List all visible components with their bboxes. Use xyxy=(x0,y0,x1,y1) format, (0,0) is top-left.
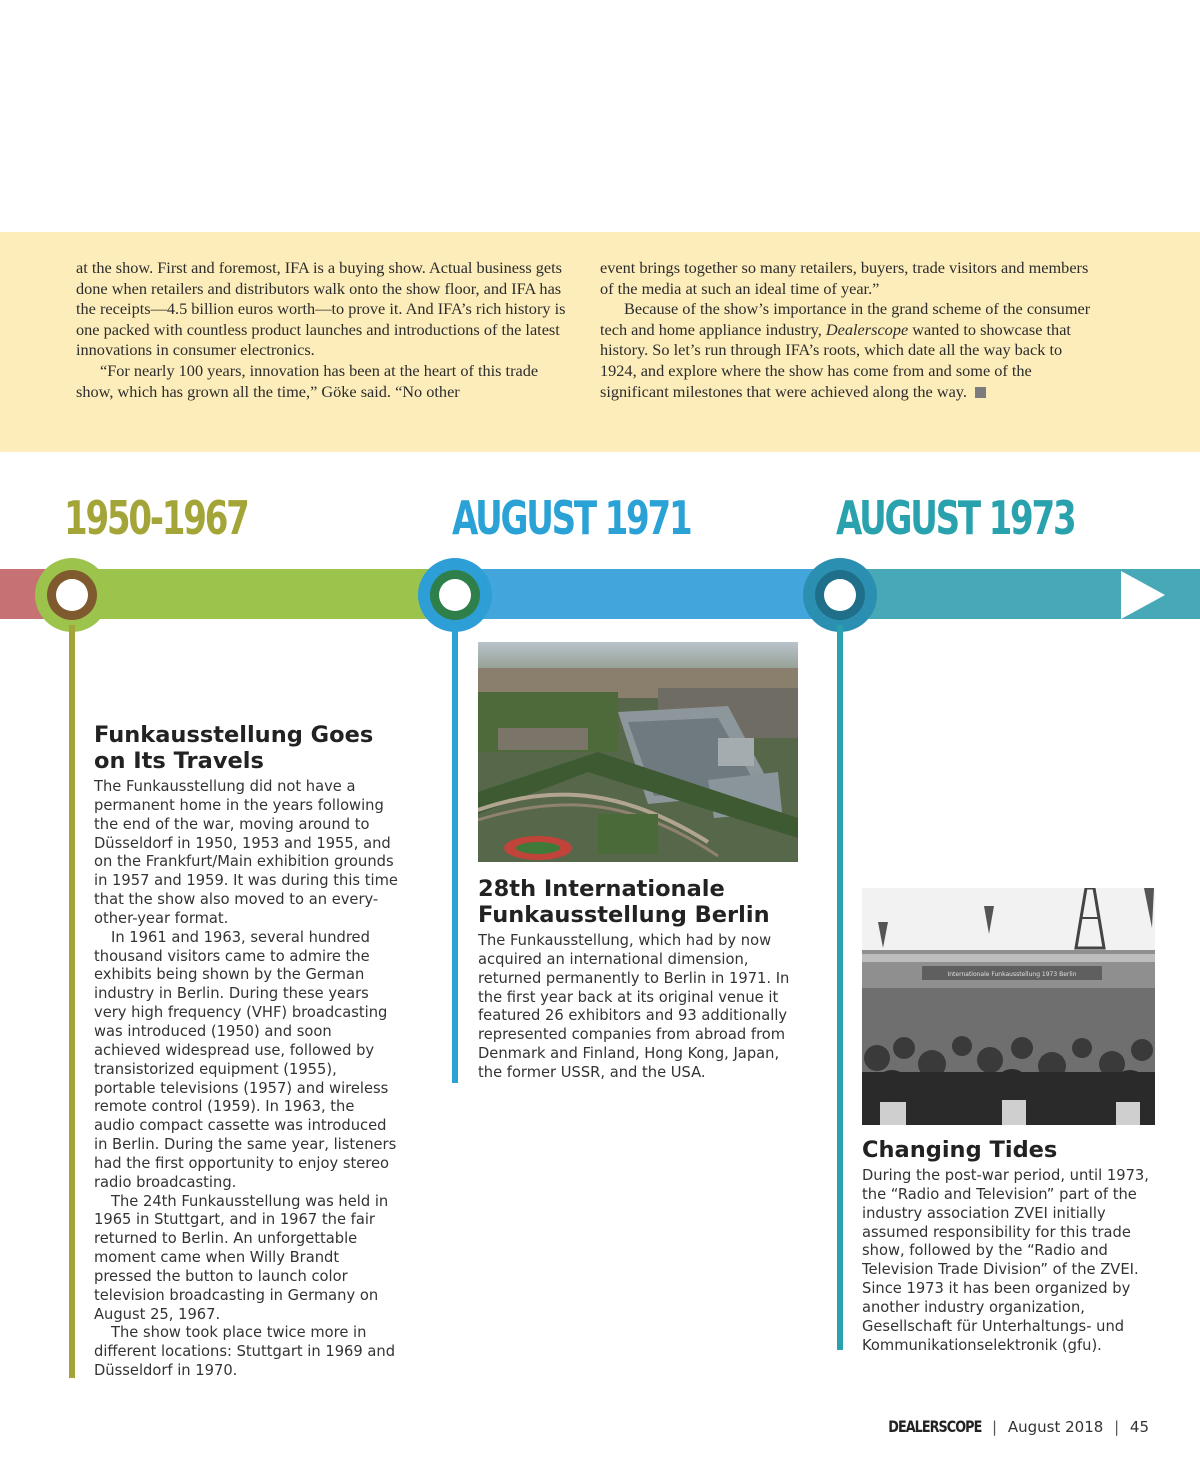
section-title-travels xyxy=(94,722,414,774)
section-paragraph: The 24th Funkausstellung was held in 1965 in Stuttgart, and in 1967 the fair returned to Berlin. An unforgettable moment came when Willy Brandt pressed the button to launch color television broadcasting in Germany on August 25, 1967. xyxy=(94,1192,389,1323)
timeline-connector xyxy=(69,625,75,1378)
intro-column-right xyxy=(600,258,1100,402)
end-mark-icon xyxy=(975,387,986,398)
era-label-1950-1967: 1950-1967 xyxy=(64,491,248,545)
intro-paragraph xyxy=(600,299,1100,402)
publication-name: Dealerscope xyxy=(825,319,909,339)
timeline-node-icon xyxy=(803,558,877,632)
section-paragraph: In 1961 and 1963, several hundred thousand visitors came to admire the exhibits being shown by the German industry in Berlin. During these years very high frequency (VHF) broadcasting was introduced (1950) and soon achieved widespread use, followed by transistorized equipment (1955), portable televisions (1957) and wireless remote control (1959). In 1963, the audio compact cassette was introduced in Berlin. During the same year, listeners had the first opportunity to enjoy stereo radio broadcasting. xyxy=(94,928,397,1191)
section-title-berlin-1971 xyxy=(478,876,808,928)
section-title-line: Changing Tides xyxy=(862,1137,1058,1163)
section-title-line: 28th Internationale xyxy=(478,876,725,902)
section-paragraph: During the post-war period, until 1973, the “Radio and Television” part of the industry association ZVEI initially assumed responsibility for this trade show, followed by the “Radio and Television Trade Division” of the ZVEI. Since 1973 it has been organized by another industry organization, Gesellschaft für Unterhaltungs- und Kommunikationselektronik (gfu). xyxy=(862,1167,1149,1354)
section-title-changing-tides xyxy=(862,1137,1162,1163)
section-paragraph: The Funkausstellung did not have a permanent home in the years following the end of the war, moving around to Düsseldorf in 1950, 1953 and 1955, and on the Frankfurt/Main exhibition grounds in 1957 and 1959. It was during this time that the show also moved to an every-other-year format. xyxy=(94,778,398,927)
intro-column-left xyxy=(76,258,574,402)
section-title-line: Funkausstellung Goes xyxy=(94,722,374,748)
aerial-exhibition-grounds-photo xyxy=(478,642,798,862)
intro-paragraph: at the show. First and foremost, IFA is a buying show. Actual business gets done when retailers and distributors walk onto the show floor, and IFA has the receipts—4.5 billion euros worth—to prove it. And IFA’s rich history is one packed with countless product launches and introductions of the latest innovations in consumer electronics. xyxy=(76,258,566,360)
section-paragraph: The show took place twice more in different locations: Stuttgart in 1969 and Düsseldorf in 1970. xyxy=(94,1324,396,1380)
timeline-bar-segment xyxy=(75,569,460,619)
publication-logo: DEALERSCOPE xyxy=(888,1417,982,1436)
footer-separator: | xyxy=(1114,1418,1120,1436)
era-label-august-1973: AUGUST 1973 xyxy=(836,491,1075,545)
crowd-at-entrance-photo xyxy=(862,888,1155,1125)
entrance-sign-text: Internationale Funkausstellung 1973 Berlin xyxy=(947,971,1077,978)
section-title-line: Funkausstellung Berlin xyxy=(478,902,770,928)
section-body-berlin-1971 xyxy=(478,932,798,1083)
timeline-node-icon xyxy=(418,558,492,632)
timeline-connector xyxy=(452,625,458,1083)
intro-paragraph: event brings together so many retailers, buyers, trade visitors and members of the media at such an ideal time of year.” xyxy=(600,258,1089,298)
page-number: 45 xyxy=(1129,1418,1149,1436)
section-body-changing-tides xyxy=(862,1167,1157,1355)
section-title-line: on Its Travels xyxy=(94,748,264,774)
intro-band xyxy=(0,232,1200,452)
timeline-connector xyxy=(837,625,843,1350)
section-paragraph: The Funkausstellung, which had by now acquired an international dimension, returned permanently to Berlin in 1971. In the first year back at its original venue it featured 26 exhibitors and 93 additionally represented companies from abroad from Denmark and Finland, Hong Kong, Japan, the former USSR, and the USA. xyxy=(478,932,790,1081)
page-footer xyxy=(865,1416,1149,1438)
intro-paragraph: “For nearly 100 years, innovation has been at the heart of this trade show, which has grown all the time,” Göke said. “No other xyxy=(76,360,539,401)
era-label-august-1971: AUGUST 1971 xyxy=(452,491,691,545)
intro-text: Because of the show’s importance in the grand scheme of the consumer tech and home appliance industry, xyxy=(600,299,1091,339)
intro-text: wanted to showcase that history. So let’s run through IFA’s roots, which date all the way back to 1924, and explore where the show has come from and some of the significant milestones that were achieved along the way. xyxy=(600,319,1071,401)
timeline-arrow-icon xyxy=(1121,571,1165,619)
issue-date: August 2018 xyxy=(1007,1418,1104,1436)
section-body-travels xyxy=(94,778,399,1381)
timeline-bar-segment xyxy=(455,569,845,619)
footer-separator: | xyxy=(992,1418,998,1436)
timeline-node-icon xyxy=(35,558,109,632)
